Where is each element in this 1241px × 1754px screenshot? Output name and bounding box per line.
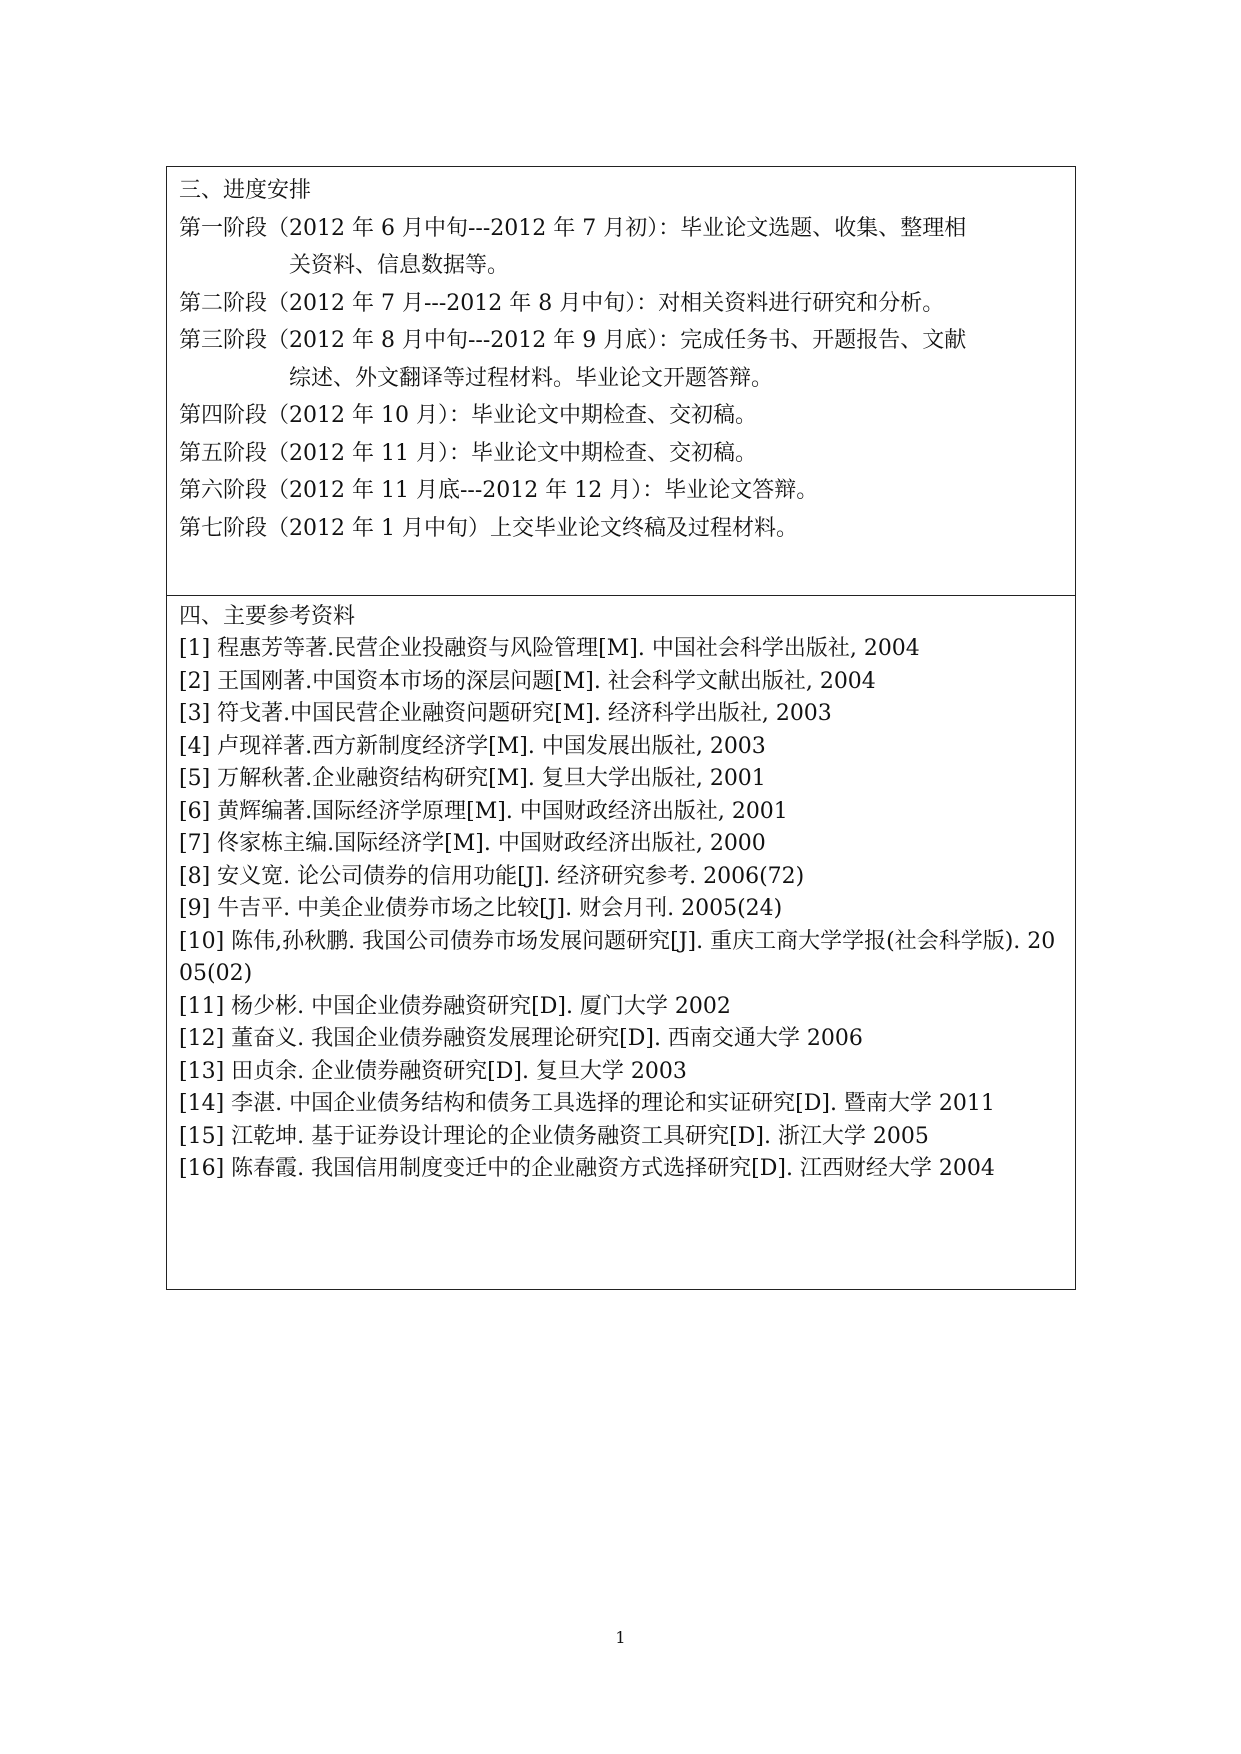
section-divider: [167, 595, 1075, 596]
document-table: [166, 166, 1076, 1290]
reference-item: [2] 王国刚著.中国资本市场的深层问题[M]. 社会科学文献出版社, 2004: [179, 668, 876, 694]
schedule-line: 综述、外文翻译等过程材料。毕业论文开题答辩。: [289, 365, 774, 391]
reference-item: [12] 董奋义. 我国企业债券融资发展理论研究[D]. 西南交通大学 2006: [179, 1026, 863, 1051]
reference-item: [1] 程惠芳等著.民营企业投融资与风险管理[M]. 中国社会科学出版社, 2004: [179, 636, 920, 661]
schedule-line: 第五阶段（2012 年 11 月）：毕业论文中期检查、交初稿。: [179, 440, 757, 466]
schedule-line: 第六阶段（2012 年 11 月底---2012 年 12 月）：毕业论文答辩。: [179, 478, 819, 503]
page-number: 1: [615, 1628, 626, 1647]
reference-item: [3] 符戈著.中国民营企业融资问题研究[M]. 经济科学出版社, 2003: [179, 701, 832, 726]
references-section: [179, 600, 1065, 1186]
reference-item: [14] 李湛. 中国企业债务结构和债务工具选择的理论和实证研究[D]. 暨南大学 2011: [179, 1091, 995, 1116]
reference-item: [10] 陈伟,孙秋鹏. 我国公司债券市场发展问题研究[J]. 重庆工商大学学报(社会科学版). 2005(02): [179, 928, 1056, 986]
schedule-line: 第二阶段（2012 年 7 月---2012 年 8 月中旬）：对相关资料进行研究和分析。: [179, 290, 945, 316]
reference-item: [5] 万解秋著.企业融资结构研究[M]. 复旦大学出版社, 2001: [179, 766, 766, 791]
schedule-section: [179, 172, 1065, 547]
reference-item: [16] 陈春霞. 我国信用制度变迁中的企业融资方式选择研究[D]. 江西财经大学 2004: [179, 1156, 995, 1181]
schedule-line: 第四阶段（2012 年 10 月）：毕业论文中期检查、交初稿。: [179, 403, 757, 428]
schedule-heading: 三、进度安排: [179, 178, 312, 203]
schedule-line: 第一阶段（2012 年 6 月中旬---2012 年 7 月初）：毕业论文选题、收集、整理相: [179, 215, 967, 241]
reference-item: [7] 佟家栋主编.国际经济学[M]. 中国财政经济出版社, 2000: [179, 831, 766, 856]
reference-item: [9] 牛吉平. 中美企业债券市场之比较[J]. 财会月刊. 2005(24): [179, 896, 783, 921]
reference-item: [4] 卢现祥著.西方新制度经济学[M]. 中国发展出版社, 2003: [179, 733, 766, 759]
schedule-line: 关资料、信息数据等。: [289, 253, 510, 278]
references-heading: 四、主要参考资料: [179, 604, 356, 629]
reference-item: [6] 黄辉编著.国际经济学原理[M]. 中国财政经济出版社, 2001: [179, 798, 788, 824]
schedule-line: 第七阶段（2012 年 1 月中旬）上交毕业论文终稿及过程材料。: [179, 515, 798, 541]
reference-item: [15] 江乾坤. 基于证券设计理论的企业债务融资工具研究[D]. 浙江大学 2005: [179, 1123, 929, 1149]
schedule-line: 第三阶段（2012 年 8 月中旬---2012 年 9 月底）：完成任务书、开题报告、文献: [179, 328, 967, 353]
reference-item: [8] 安义宽. 论公司债券的信用功能[J]. 经济研究参考. 2006(72): [179, 863, 805, 889]
reference-item: [11] 杨少彬. 中国企业债券融资研究[D]. 厦门大学 2002: [179, 993, 731, 1019]
reference-item: [13] 田贞余. 企业债券融资研究[D]. 复旦大学 2003: [179, 1058, 687, 1084]
